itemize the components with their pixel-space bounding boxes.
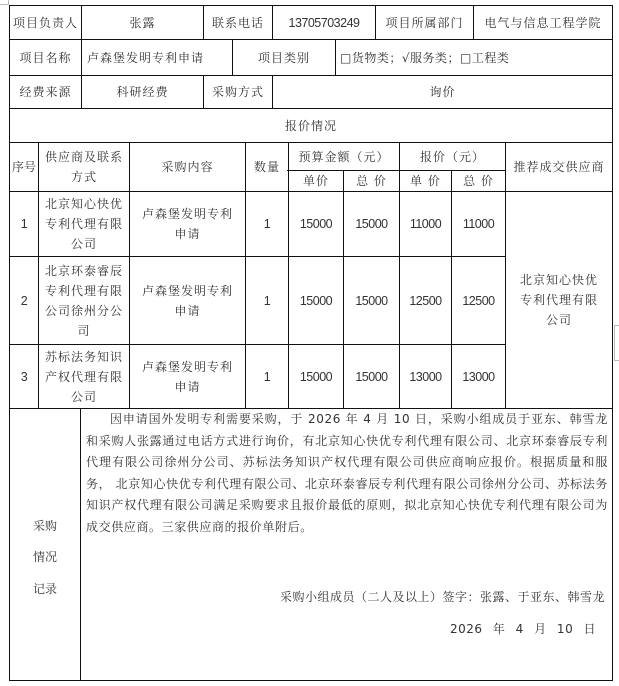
option-label: 服务类；	[410, 50, 461, 65]
row-budget-total: 15000	[355, 217, 388, 231]
row-content: 卢森堡发明专利申请	[141, 207, 233, 241]
row-seq: 1	[20, 217, 28, 231]
row-budget-unit: 15000	[299, 369, 333, 384]
row-offer-total: 13000	[462, 369, 495, 384]
option-label: 货物类；	[351, 50, 402, 65]
record-label-2: 情况	[32, 550, 57, 564]
category-options	[336, 40, 612, 75]
page-edge-mark	[614, 325, 619, 361]
row-offer-unit: 12500	[409, 293, 442, 308]
category-engineering-option[interactable]	[460, 48, 509, 68]
row-budget-unit: 15000	[299, 217, 333, 231]
col-header-budget-total: 总 价	[356, 174, 387, 188]
record-label-3: 记录	[32, 582, 57, 596]
recommended-supplier: 北京知心快优专利代理有限公司	[519, 273, 598, 327]
col-header-content: 采购内容	[161, 160, 214, 174]
row-qty: 1	[263, 293, 271, 308]
col-header-budget: 预算金额（元）	[298, 149, 390, 164]
phone-value: 13705703249	[288, 15, 360, 30]
method-value: 询价	[429, 85, 456, 99]
category-service-option[interactable]	[402, 48, 460, 68]
fund-value: 科研经费	[116, 85, 169, 99]
row-offer-total: 11000	[462, 217, 495, 231]
record-date: 2026 年 4 月 10 日	[450, 622, 597, 636]
category-goods-option[interactable]	[340, 48, 402, 68]
fund-label: 经费来源	[19, 85, 72, 99]
col-header-seq: 序号	[11, 160, 36, 174]
row-supplier: 北京知心快优专利代理有限公司	[45, 197, 124, 251]
row-content: 卢森堡发明专利申请	[141, 359, 233, 394]
col-line	[80, 408, 81, 680]
row-supplier: 北京环泰睿辰专利代理有限公司徐州分公司	[45, 263, 124, 338]
page-corner-mark	[0, 0, 9, 5]
checkmark-icon: √	[401, 50, 411, 65]
row-budget-unit: 15000	[299, 293, 333, 308]
col-header-qty: 数量	[253, 160, 280, 174]
col-header-offer: 报价（元）	[419, 149, 485, 164]
border-bottom	[9, 680, 613, 681]
quote-section-title: 报价情况	[284, 118, 337, 133]
col-header-supplier: 供应商及联系方式	[45, 150, 124, 184]
record-label-1: 采购	[32, 519, 57, 533]
method-label: 采购方式	[211, 85, 264, 99]
row-content: 卢森堡发明专利申请	[141, 283, 233, 318]
checkbox-icon: □	[340, 50, 352, 65]
col-header-offer-unit: 单 价	[410, 174, 441, 188]
col-header-offer-total: 总 价	[463, 174, 494, 188]
option-label: 工程类	[471, 50, 510, 65]
row-offer-unit: 11000	[409, 217, 442, 231]
row-budget-total: 15000	[355, 293, 388, 308]
row-supplier: 苏标法务知识产权代理有限公司	[45, 349, 124, 404]
leader-value: 张露	[129, 15, 156, 30]
border-right	[612, 5, 613, 681]
row-offer-total: 12500	[462, 293, 495, 308]
leader-label: 项目负责人	[12, 15, 78, 30]
project-name-value: 卢森堡发明专利申请	[87, 50, 205, 65]
project-name-label: 项目名称	[19, 50, 72, 65]
row-seq: 2	[20, 293, 28, 308]
row-budget-total: 15000	[355, 369, 388, 384]
col-header-recommend: 推荐成交供应商	[513, 160, 605, 174]
row-offer-unit: 13000	[409, 369, 442, 384]
col-header-budget-unit: 单价	[302, 174, 329, 188]
dept-value: 电气与信息工程学院	[484, 15, 602, 30]
row-seq: 3	[20, 369, 28, 384]
category-label: 项目类别	[257, 50, 310, 65]
checkbox-icon: □	[460, 50, 472, 65]
row-qty: 1	[263, 217, 271, 231]
row-qty: 1	[263, 369, 271, 384]
dept-label: 项目所属部门	[385, 15, 464, 30]
record-paragraph: 因申请国外发明专利需要采购，于 2026 年 4 月 10 日，采购小组成员于亚东、韩雪龙和采购人张露通过电话方式进行询价，有北京知心快优专利代理有限公司、北京环泰睿辰专利代理有限公司徐州分公司、苏标法务知识产权代理有限公司供应商响应报价。根据质量和服务， 北京知心快优专利代理有限公司、北京环泰睿辰专利代理有限公司徐州分公司、苏标法务知识产权代理有限公司满足采购要求且报价最低的原则，拟北京知心快优专利代理有限公司为成交供应商。三家供应商的报价单附后。	[86, 412, 608, 534]
signature-line: 采购小组成员（二人及以上）签字：张露、于亚东、韩雪龙	[279, 590, 605, 604]
phone-label: 联系电话	[211, 15, 264, 30]
